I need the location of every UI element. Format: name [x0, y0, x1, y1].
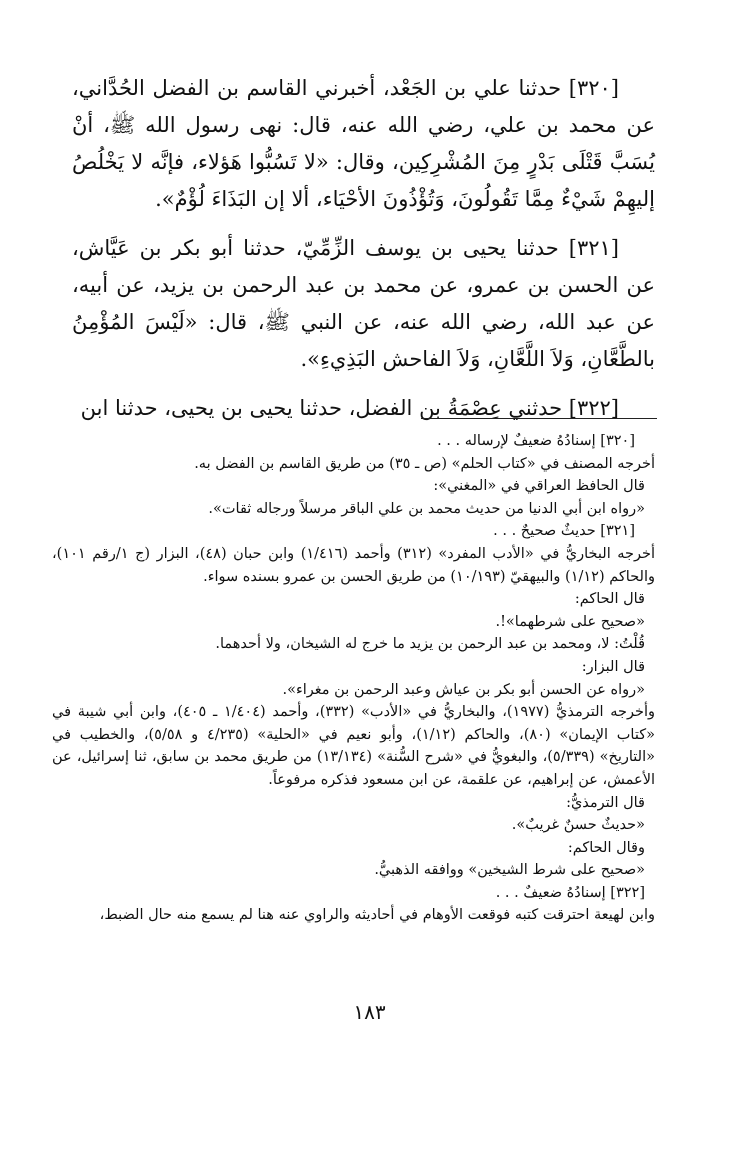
- note-321-hakim2-quote: «صحيح على شرط الشيخين» ووافقه الذهبيُّ.: [374, 862, 645, 879]
- note-321-hakim2-label: وقال الحاكم:: [567, 839, 645, 856]
- note-321-sources: أخرجه البخاريُّ في «الأدب المفرد» (٣١٢) وأحمد (١/٤١٦) وابن حبان (٤٨)، البزار (ج ١/رقم ١٠١)، والحاكم (١/١٢) والبيهقيّ (١٠/١٩٣) من طريق الحسن بن عمرو بسنده سواء.: [52, 545, 656, 585]
- note-322-grade: [٣٢٢] إسنادُهُ ضعيفٌ . . .: [495, 884, 645, 901]
- note-321-tirmidhi-sources: وأخرجه الترمذيُّ (١٩٧٧)، والبخاريُّ في «الأدب» (٣٣٢)، وأحمد (١/٤٠٤ ـ ٤٠٥)، وابن أبي شيبة في «كتاب الإيمان» (٨٠)، والحاكم (١/١٢)، وأبو نعيم في «الحلية» (٤/٢٣٥ و ٥/٥٨)، والخطيب في «التاريخ» (٥/٣٣٩)، والبغويُّ في «شرح السُّنة» (١٣/١٣٤) من طريق محمد بن سابق، ثنا إسرائيل، عن الأعمش، عن إبراهيم، عن علقمة، عن ابن مسعود فذكره مرفوعاً.: [52, 704, 655, 788]
- hadith-322: [٣٢٢] حدثني عِصْمَةُ بن الفضل، حدثنا يحيى بن يحيى، حدثنا ابن: [80, 396, 619, 420]
- note-320-source: أخرجه المصنف في «كتاب الحلم» (ص ـ ٣٥) من طريق القاسم بن الفضل به.: [194, 455, 655, 472]
- note-322-comment: وابن لهيعة احترقت كتبه فوقعت الأوهام في أحاديثه والراوي عنه هنا لم يسمع منه حال الضبط،: [99, 907, 655, 924]
- hadith-320: [٣٢٠] حدثنا علي بن الجَعْد، أخبرني القاسم بن الفضل الحُدَّاني، عن محمد بن علي، رضي الله عنه، قال: نهى رسول الله ﷺ، أنْ يُسَبَّ قَتْلَى بَدْرٍ مِنَ المُشْرِكِين، وقال: «لا تَسُبُّوا هَؤلاء، فإنَّه لا يَخْلُصُ إليهِمْ شَيْءٌ مِمَّا تَقُولُونَ، وَتُؤْذُونَ الأحْيَاء، ألا إن البَذَاءَ لُؤْمٌ».: [72, 76, 655, 211]
- footnotes: [52, 430, 655, 927]
- note-321-tirmidhi-label: قال الترمذيُّ:: [566, 794, 645, 811]
- note-320-iraqi-quote: «رواه ابن أبي الدنيا من حديث محمد بن علي الباقر مرسلاً ورجاله ثقات».: [208, 500, 645, 517]
- note-320-grade: [٣٢٠] إسنادُهُ ضعيفٌ لإرساله . . .: [437, 433, 635, 449]
- hadith-321: [٣٢١] حدثنا يحيى بن يوسف الزِّمِّيّ، حدثنا أبو بكر بن عَيَّاش، عن الحسن بن عمرو، عن محمد بن عبد الرحمن بن يزيد، عن أبيه، عن عبد الله، رضي الله عنه، عن النبي ﷺ، قال: «لَيْسَ المُؤْمِنُ بالطَّعَّانِ، وَلاَ اللَّعَّانِ، وَلاَ الفاحش البَذِيءِ».: [72, 236, 655, 371]
- note-321-bazzar-quote: «رواه عن الحسن أبو بكر بن عياش وعبد الرحمن بن مغراء».: [282, 681, 645, 698]
- note-321-bazzar-label: قال البزار:: [581, 658, 645, 675]
- note-321-grade: [٣٢١] حديثٌ صحيحٌ . . .: [493, 523, 635, 540]
- note-321-tirmidhi-quote: «حديثٌ حسنٌ غريبٌ».: [511, 817, 645, 834]
- main-text: [72, 70, 655, 439]
- note-321-hakim-quote: «صحيح على شرطهما»!.: [495, 613, 645, 630]
- page-number: ١٨٣: [353, 1000, 386, 1024]
- note-320-iraqi-label: قال الحافظ العراقي في «المغني»:: [433, 478, 645, 495]
- note-321-hakim-label: قال الحاكم:: [574, 591, 645, 608]
- note-321-comment: قُلْتُ: لا، ومحمد بن عبد الرحمن بن يزيد ما خرج له الشيخان، ولا أحدهما.: [215, 636, 645, 653]
- footnote-divider: [421, 418, 657, 419]
